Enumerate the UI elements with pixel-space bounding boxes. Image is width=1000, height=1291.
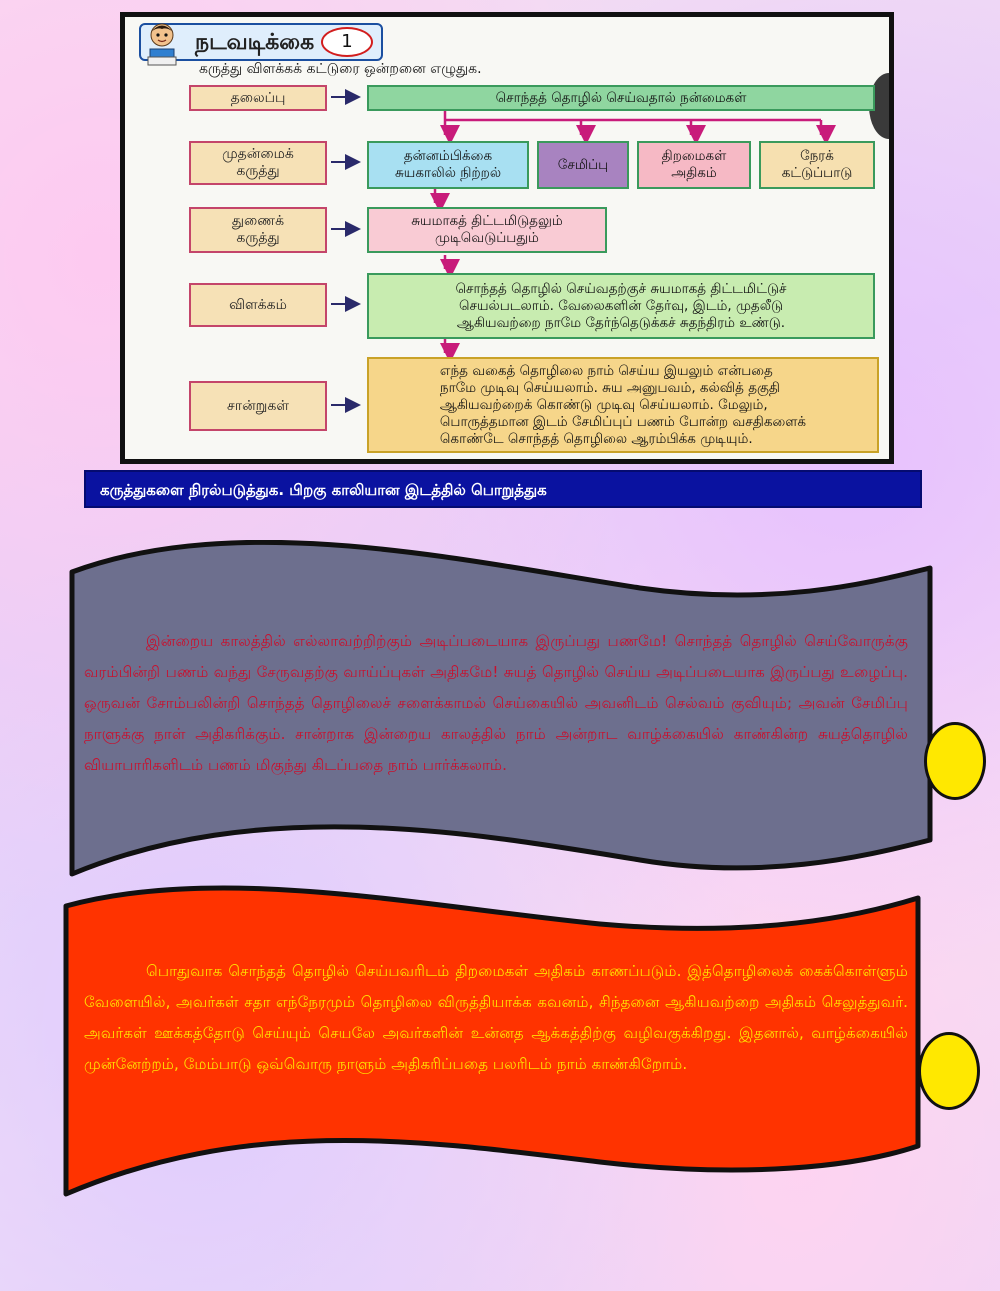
label-sub-idea: துணைக் கருத்து	[189, 207, 327, 253]
instruction-bar	[84, 470, 922, 508]
paragraph-banner-1	[0, 540, 1000, 900]
sub-idea-content: சுயமாகத் திட்டமிடுதலும் முடிவெடுப்பதும்	[367, 207, 607, 253]
activity-instruction: கருத்து விளக்கக் கட்டுரை ஒன்றனை எழுதுக.	[199, 61, 482, 77]
drop-target-circle-2[interactable]	[918, 1032, 980, 1110]
main-idea-self-confidence: தன்னம்பிக்கை சுயகாலில் நிற்றல்	[367, 141, 529, 189]
label-heading: தலைப்பு	[189, 85, 327, 111]
activity-number: 1	[321, 27, 373, 57]
label-evidence: சான்றுகள்	[189, 381, 327, 431]
activity-title: நடவடிக்கை	[195, 30, 315, 55]
drop-target-circle-1[interactable]	[924, 722, 986, 800]
label-explanation: விளக்கம்	[189, 283, 327, 327]
banner-2-text: பொதுவாக சொந்தத் தொழில் செய்பவரிடம் திறமைகள் அதிகம் காணப்படும். இத்தொழிலைக் கைக்கொள்ளும் வேளையில், அவர்கள் சதா எந்நேரமும் தொழிலை விருத்தியாக்க கவனம், சிந்தனை ஆகியவற்றை அதிகம் செலுத்துவர். அவர்கள் ஊக்கத்தோடு செய்யும் செயலே அவர்களின் உன்னத ஆக்கத்திற்கு வழிவகுக்கிறது. இதனால், வாழ்க்கையில் முன்னேற்றம், மேம்பாடு ஒவ்வொரு நாளும் அதிகரிப்பதை பலரிடம் நாம் காண்கிறோம்.	[84, 962, 908, 1073]
heading-content: சொந்தத் தொழில் செய்வதால் நன்மைகள்	[367, 85, 875, 111]
evidence-content: எந்த வகைத் தொழிலை நாம் செய்ய இயலும் என்பதை நாமே முடிவு செய்யலாம். சுய அனுபவம், கல்வித் தகுதி ஆகியவற்றைக் கொண்டு முடிவு செய்யலாம். மேலும், பொருத்தமான இடம் சேமிப்புப் பணம் போன்ற வசதிகளைக் கொண்டே சொந்தத் தொழிலை ஆரம்பிக்க முடியும்.	[367, 357, 879, 453]
main-idea-time: நேரக் கட்டுப்பாடு	[759, 141, 875, 189]
instruction-bar-text: கருத்துகளை நிரல்படுத்துக. பிறகு காலியான இடத்தில் பொறுத்துக	[100, 481, 547, 499]
paragraph-banner-2	[0, 876, 1000, 1206]
activity-image-panel	[120, 12, 894, 464]
banner-1-text: இன்றைய காலத்தில் எல்லாவற்றிற்கும் அடிப்படையாக இருப்பது பணமே! சொந்தத் தொழில் செய்வோருக்கு வரம்பின்றி பணம் வந்து சேருவதற்கு வாய்ப்புகள் அதிகமே! சுயத் தொழில் செய்ய அடிப்படையாக இருப்பது உழைப்பு. ஒருவன் சோம்பலின்றி சொந்தத் தொழிலைச் சளைக்காமல் செய்கையில் அவனிடம் செல்வம் குவியும்; அவன் சேமிப்பு நாளுக்கு நாள் அதிகரிக்கும். சான்றாக இன்றைய காலத்தில் நாம் அன்றாட வாழ்க்கையில் காண்கின்ற சுயத்தொழில் வியாபாரிகளிடம் பணம் மிகுந்து கிடப்பதை நாம் பார்க்கலாம்.	[84, 632, 908, 774]
main-idea-skills: திறமைகள் அதிகம்	[637, 141, 751, 189]
main-idea-savings: சேமிப்பு	[537, 141, 629, 189]
explanation-content: சொந்தத் தொழில் செய்வதற்குச் சுயமாகத் திட்டமிட்டுச் செயல்படலாம். வேலைகளின் தேர்வு, இடம், முதலீடு ஆகியவற்றை நாமே தேர்ந்தெடுக்கச் சுதந்திரம் உண்டு.	[367, 273, 875, 339]
label-main-idea: முதன்மைக் கருத்து	[189, 141, 327, 185]
